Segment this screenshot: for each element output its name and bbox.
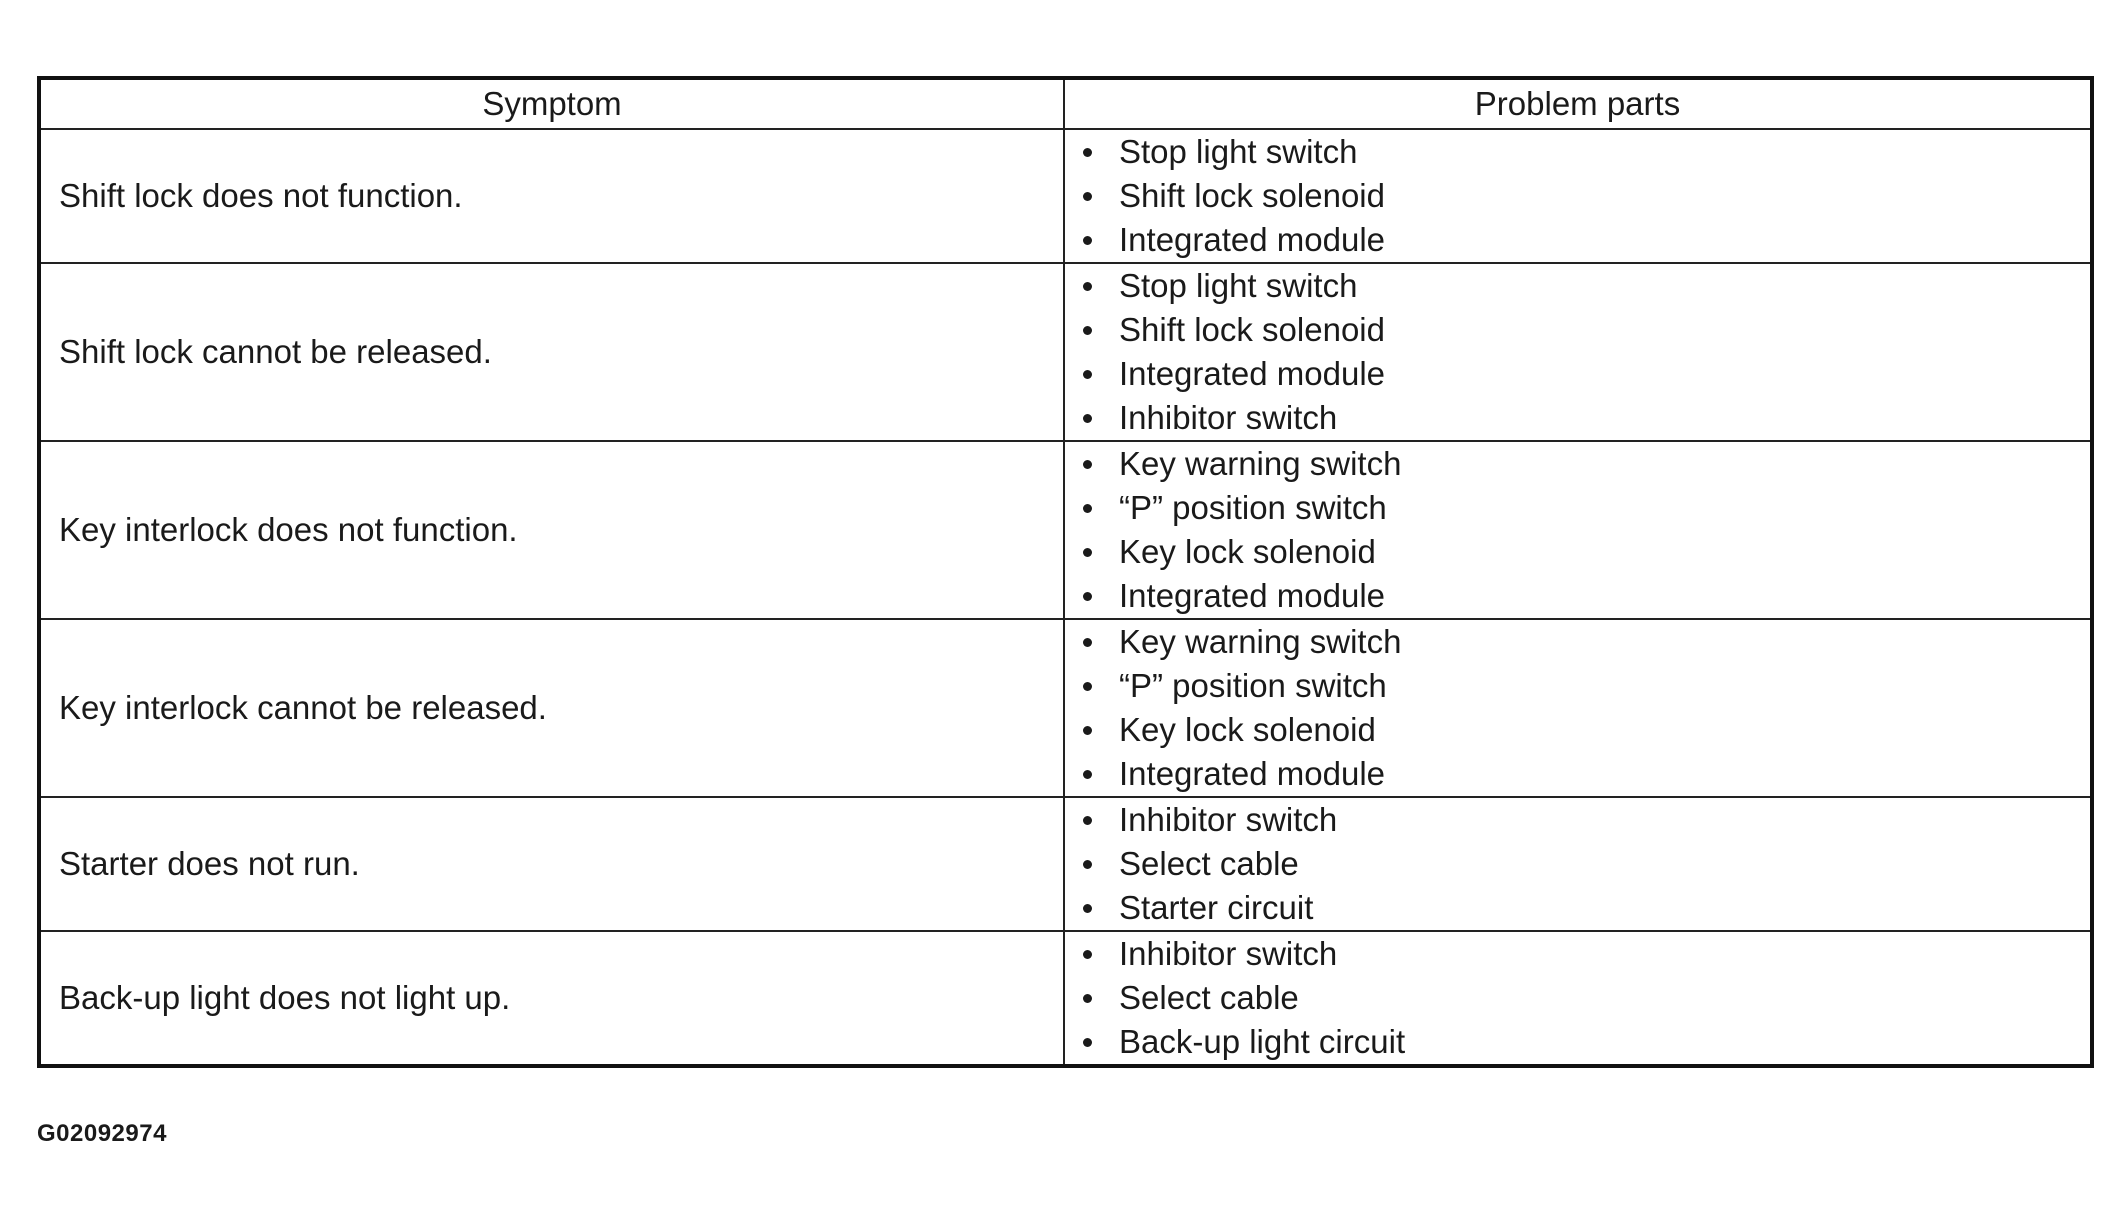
list-item [1079, 664, 2090, 708]
bullet-icon [1083, 726, 1092, 735]
symptom-cell: Starter does not run. [39, 797, 1064, 931]
bullet-icon [1083, 548, 1092, 557]
table-row [39, 931, 2092, 1066]
problem-parts-cell [1064, 619, 2092, 797]
part-name: Select cable [1119, 979, 1299, 1016]
bullet-icon [1083, 504, 1092, 513]
bullet-icon [1083, 192, 1092, 201]
problem-parts-cell [1064, 263, 2092, 441]
bullet-icon [1083, 816, 1092, 825]
bullet-icon [1083, 950, 1092, 959]
part-name: “P” position switch [1119, 667, 1387, 704]
part-name: Integrated module [1119, 577, 1386, 614]
table-row [39, 441, 2092, 619]
part-name: Key warning switch [1119, 623, 1402, 660]
list-item [1079, 798, 2090, 842]
list-item [1079, 708, 2090, 752]
parts-list [1065, 932, 2090, 1064]
part-name: Stop light switch [1119, 133, 1358, 170]
list-item [1079, 264, 2090, 308]
part-name: Integrated module [1119, 221, 1386, 258]
list-item [1079, 352, 2090, 396]
bullet-icon [1083, 1038, 1092, 1047]
list-item [1079, 396, 2090, 440]
problem-parts-column-header: Problem parts [1064, 78, 2092, 129]
list-item [1079, 530, 2090, 574]
problem-parts-cell [1064, 441, 2092, 619]
list-item [1079, 976, 2090, 1020]
list-item [1079, 174, 2090, 218]
part-name: Key lock solenoid [1119, 533, 1376, 570]
table-header [39, 78, 2092, 129]
bullet-icon [1083, 682, 1092, 691]
list-item [1079, 442, 2090, 486]
table-row [39, 619, 2092, 797]
part-name: Integrated module [1119, 355, 1386, 392]
bullet-icon [1083, 282, 1092, 291]
part-name: Stop light switch [1119, 267, 1358, 304]
table-row [39, 263, 2092, 441]
parts-list [1065, 442, 2090, 618]
symptom-cell: Shift lock cannot be released. [39, 263, 1064, 441]
list-item [1079, 1020, 2090, 1064]
list-item [1079, 308, 2090, 352]
part-name: Inhibitor switch [1119, 935, 1338, 972]
table-body [39, 129, 2092, 1066]
bullet-icon [1083, 236, 1092, 245]
bullet-icon [1083, 326, 1092, 335]
symptom-cell: Shift lock does not function. [39, 129, 1064, 263]
table-row [39, 797, 2092, 931]
bullet-icon [1083, 994, 1092, 1003]
part-name: Back-up light circuit [1119, 1023, 1406, 1060]
parts-list [1065, 620, 2090, 796]
header-row [39, 78, 2092, 129]
part-name: Key warning switch [1119, 445, 1402, 482]
part-name: Key lock solenoid [1119, 711, 1376, 748]
part-name: Inhibitor switch [1119, 801, 1338, 838]
part-name: Shift lock solenoid [1119, 311, 1385, 348]
part-name: Select cable [1119, 845, 1299, 882]
list-item [1079, 218, 2090, 262]
bullet-icon [1083, 148, 1092, 157]
bullet-icon [1083, 860, 1092, 869]
problem-parts-cell [1064, 931, 2092, 1066]
part-name: Shift lock solenoid [1119, 177, 1385, 214]
figure-id: G02092974 [37, 1120, 167, 1147]
list-item [1079, 842, 2090, 886]
list-item [1079, 620, 2090, 664]
list-item [1079, 130, 2090, 174]
bullet-icon [1083, 414, 1092, 423]
symptom-cell: Key interlock does not function. [39, 441, 1064, 619]
bullet-icon [1083, 770, 1092, 779]
table-row [39, 129, 2092, 263]
symptom-cell: Key interlock cannot be released. [39, 619, 1064, 797]
parts-list [1065, 130, 2090, 262]
parts-list [1065, 798, 2090, 930]
list-item [1079, 886, 2090, 930]
part-name: Inhibitor switch [1119, 399, 1338, 436]
part-name: Starter circuit [1119, 889, 1314, 926]
bullet-icon [1083, 638, 1092, 647]
part-name: Integrated module [1119, 755, 1386, 792]
list-item [1079, 486, 2090, 530]
parts-list [1065, 264, 2090, 440]
symptom-parts-table [37, 76, 2094, 1068]
list-item [1079, 932, 2090, 976]
problem-parts-cell [1064, 129, 2092, 263]
bullet-icon [1083, 904, 1092, 913]
bullet-icon [1083, 370, 1092, 379]
symptom-column-header: Symptom [39, 78, 1064, 129]
bullet-icon [1083, 460, 1092, 469]
part-name: “P” position switch [1119, 489, 1387, 526]
list-item [1079, 574, 2090, 618]
problem-parts-cell [1064, 797, 2092, 931]
list-item [1079, 752, 2090, 796]
bullet-icon [1083, 592, 1092, 601]
symptom-cell: Back-up light does not light up. [39, 931, 1064, 1066]
